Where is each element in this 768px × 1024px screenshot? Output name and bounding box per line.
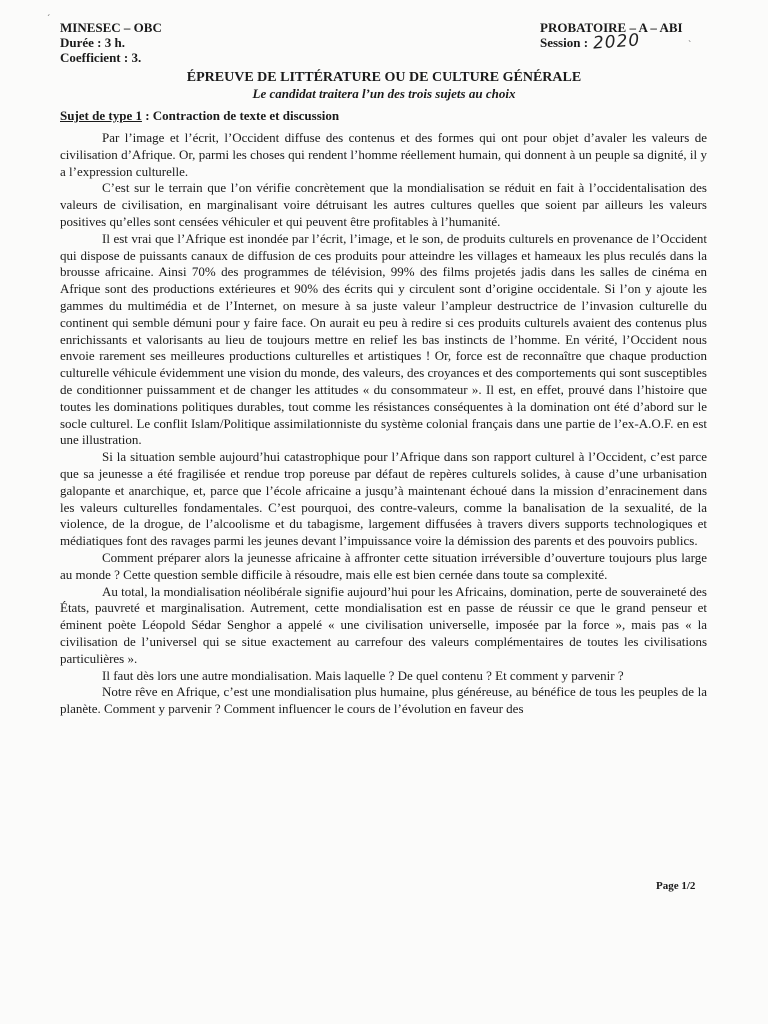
sujet-description: : Contraction de texte et discussion — [141, 108, 340, 123]
paragraph-8: Notre rêve en Afrique, c’est une mondialisation plus humaine, plus généreuse, au bénéfice de tous les peuples de la planète. Comment y parvenir ? Comment influencer le cours de l’évolution en faveur des — [60, 684, 707, 717]
paragraph-3: Il est vrai que l’Afrique est inondée par l’écrit, l’image, et le son, de produits culturels en provenance de l’Occident qui dispose de puissants canaux de diffusion de ces produits pour atteindre les villages et hameaux les plus reculés dans la brousse africaine. Ainsi 70% des programmes de télévision, 99% des films projetés jadis dans les salles de cinéma en Afrique sont des productions extérieures et 90% des écrits qui y circulent sont d’origine occidentale. Si l’on y ajoute les gammes du multimédia et de l’Internet, on mesure à sa juste valeur l’ampleur destructrice de l’invasion culturelle du continent qui semble démuni pour y faire face. On aurait eu peu à redire si ces produits culturels avaient des contenus plus enrichissants et valorisants au lieu de toujours mettre en relief les bas instincts de l’homme. En vérité, l’Occident nous envoie rarement ses meilleures productions culturelles et artistiques ! Or, force est de reconnaître que chaque production culturelle véhicule évidemment une vision du monde, des valeurs, des croyances et des comportements qui sont susceptibles de conditionner puissamment et de changer les attitudes « du consommateur ». Il est, en effet, prouvé dans l’histoire que toutes les dominations politiques durables, tout comme les résistances conséquentes à la domination ont été d’abord sur le socle culturel. Le conflit Islam/Politique assimilationniste du système colonial français dans une partie de l’ex-A.O.F. en est une illustration. — [60, 230, 707, 448]
exam-title: ÉPREUVE DE LITTÉRATURE OU DE CULTURE GÉNÉRALE — [186, 70, 582, 85]
sujet-heading — [60, 108, 339, 124]
header-coefficient: Coefficient : 3. — [60, 50, 142, 65]
paragraph-7: Il faut dès lors une autre mondialisation. Mais laquelle ? De quel contenu ? Et comment y parvenir ? — [102, 667, 624, 683]
paragraph-5: Comment préparer alors la jeunesse africaine à affronter cette situation irréversible d’ouverture toujours plus large au monde ? Cette question semble difficile à résoudre, mais elle est bien cernée dans toute sa complexité. — [60, 549, 707, 582]
paragraph-2: C’est sur le terrain que l’on vérifie concrètement que la mondialisation se réduit en fait à l’occidentalisation des valeurs de civilisation, en marginalisant voire détruisant les autres cultures quelles que soient par ailleurs les valeurs positives qu’elles sont censées véhiculer et qui peuvent être profitables à l’humanité. — [60, 180, 707, 229]
paragraph-6: Au total, la mondialisation néolibérale signifie aujourd’hui pour les Africains, domination, perte de souveraineté des États, pauvreté et marginalisation. Autrement, cette mondialisation est en passe de réussir ce que le grand penseur et éminent poète Léopold Sédar Senghor a appelé « une civilisation universelle, imposée par la force », mais pas « la civilisation de l’universel qui se situe exactement au carrefour des valeurs complémentaires de toutes les civilisations particulières ». — [60, 583, 707, 666]
session-year-handwritten: 2020 — [592, 30, 642, 54]
header-right-block — [540, 20, 683, 54]
pen-mark-right: ` — [688, 40, 692, 51]
sujet-label: Sujet de type 1 — [60, 108, 142, 123]
paragraph-4: Si la situation semble aujourd’hui catastrophique pour l’Afrique dans son rapport culturel à l’Occident, c’est parce que sa jeunesse a été fragilisée et rendue trop poreuse par défaut de repères culturels solides, à cause d’une urbanisation galopante et anarchique, et, parce que l’école africaine a jusqu’à maintenant échoué dans la mission d’enracinement dans les valeurs culturelles fondamentales. C’est pourquoi, des contre-valeurs, comme la banalisation de la sexualité, de la violence, de la drogue, de l’alcoolisme et du tabagisme, largement diffusées à travers divers supports technologiques et médiatiques font des ravages parmi les jeunes devant l’impuissance voire la démission des parents et des pouvoirs publics. — [60, 449, 707, 549]
paragraph-1: Par l’image et l’écrit, l’Occident diffuse des contenus et des formes qui ont pour objet d’avaler les valeurs de civilisation d’Afrique. Or, parmi les choses qui rendent l’homme réellement humain, qui donnent à un peuple sa dignité, il y a l’expression culturelle. — [60, 130, 707, 179]
header-ministry: MINESEC – OBC — [60, 20, 162, 35]
exam-subtitle: Le candidat traitera l’un des trois sujets au choix — [252, 86, 516, 101]
header-session — [540, 30, 683, 54]
header-exam-type: PROBATOIRE – A – ABI — [540, 20, 683, 35]
header-duration: Durée : 3 h. — [60, 35, 125, 50]
page-number: Page 1/2 — [656, 880, 696, 892]
session-label: Session : — [540, 35, 589, 50]
pen-mark: ´ — [47, 14, 51, 25]
passage-text — [60, 130, 707, 718]
header-left-block — [60, 20, 162, 65]
